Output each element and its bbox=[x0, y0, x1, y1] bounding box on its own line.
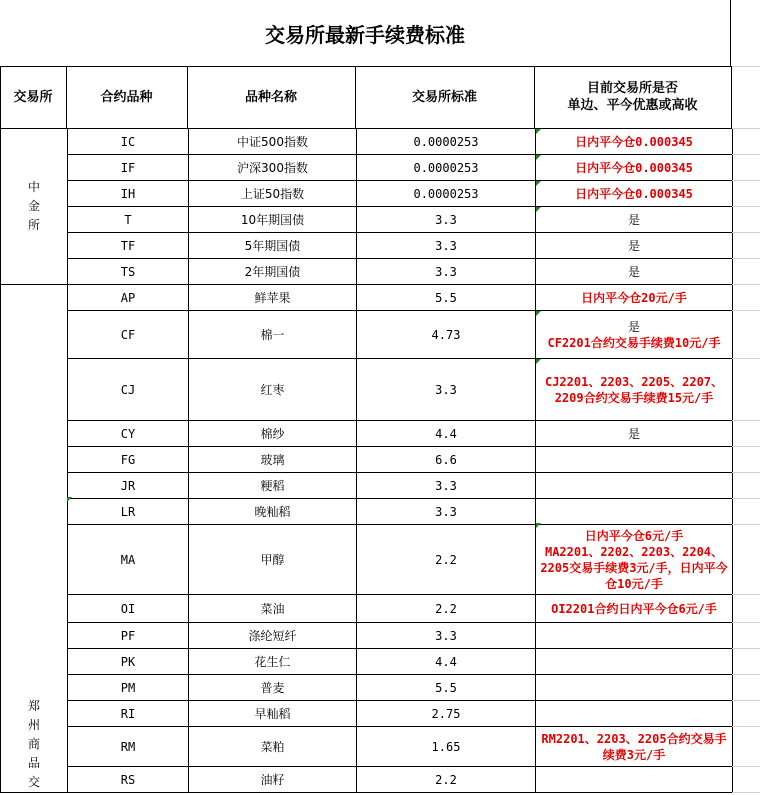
exchange-fee: 2.2 bbox=[357, 767, 536, 793]
discount-note bbox=[536, 701, 733, 727]
table-row bbox=[1, 727, 733, 767]
group-czce: 郑州商品交 bbox=[1, 285, 68, 793]
contract-code: PF bbox=[68, 623, 189, 649]
discount-note: OI2201合约日内平今仓6元/手 bbox=[536, 595, 733, 623]
contract-code: JR bbox=[68, 473, 189, 499]
exchange-fee: 4.73 bbox=[357, 311, 536, 359]
comment-marker-icon bbox=[536, 207, 541, 212]
discount-note-detail: CF2201合约交易手续费10元/手 bbox=[547, 335, 721, 350]
contract-name: 红枣 bbox=[189, 359, 357, 421]
contract-code: CY bbox=[68, 421, 189, 447]
contract-code: OI bbox=[68, 595, 189, 623]
discount-note bbox=[536, 767, 733, 793]
table-row bbox=[1, 623, 733, 649]
discount-note bbox=[536, 473, 733, 499]
contract-code: MA bbox=[68, 525, 189, 595]
discount-note: RM2201、2203、2205合约交易手续费3元/手 bbox=[536, 727, 733, 767]
table-row bbox=[1, 181, 733, 207]
contract-code: TF bbox=[68, 233, 189, 259]
exchange-fee: 0.0000253 bbox=[357, 181, 536, 207]
exchange-fee: 3.3 bbox=[357, 473, 536, 499]
discount-note: 日内平今仓0.000345 bbox=[536, 129, 733, 155]
exchange-fee: 5.5 bbox=[357, 675, 536, 701]
table-row bbox=[1, 525, 733, 595]
table-row bbox=[1, 285, 733, 311]
exchange-fee: 4.4 bbox=[357, 649, 536, 675]
contract-code: PK bbox=[68, 649, 189, 675]
exchange-fee: 4.4 bbox=[357, 421, 536, 447]
discount-note bbox=[536, 499, 733, 525]
discount-note bbox=[536, 311, 733, 359]
discount-note bbox=[536, 525, 733, 595]
table-row bbox=[1, 421, 733, 447]
contract-code: IF bbox=[68, 155, 189, 181]
contract-name: 菜油 bbox=[189, 595, 357, 623]
contract-code: RI bbox=[68, 701, 189, 727]
contract-code: AP bbox=[68, 285, 189, 311]
header-standard: 交易所标准 bbox=[411, 89, 477, 105]
contract-name: 10年期国债 bbox=[189, 207, 357, 233]
group-cffex: 中金所 bbox=[1, 129, 68, 285]
contract-name: 花生仁 bbox=[189, 649, 357, 675]
table-row bbox=[1, 649, 733, 675]
exchange-fee: 3.3 bbox=[357, 259, 536, 285]
page-title: 交易所最新手续费标准 bbox=[0, 0, 731, 66]
contract-code: CJ bbox=[68, 359, 189, 421]
table-row bbox=[1, 499, 733, 525]
table-row bbox=[1, 767, 733, 793]
contract-name: 棉一 bbox=[189, 311, 357, 359]
contract-name: 沪深300指数 bbox=[189, 155, 357, 181]
discount-note: 日内平今仓20元/手 bbox=[536, 285, 733, 311]
discount-note: 日内平今仓0.000345 bbox=[536, 155, 733, 181]
contract-code: RS bbox=[68, 767, 189, 793]
header-contract: 合约品种 bbox=[100, 89, 153, 105]
contract-code: T bbox=[68, 207, 189, 233]
comment-marker-icon bbox=[536, 311, 541, 316]
comment-marker-icon bbox=[536, 523, 541, 528]
contract-name: 晚籼稻 bbox=[189, 499, 357, 525]
discount-note bbox=[536, 649, 733, 675]
exchange-fee: 3.3 bbox=[357, 359, 536, 421]
discount-note-intraday: 日内平今仓6元/手 bbox=[584, 528, 684, 543]
exchange-fee: 1.65 bbox=[357, 727, 536, 767]
header-discount bbox=[534, 66, 731, 128]
contract-name: 早籼稻 bbox=[189, 701, 357, 727]
comment-marker-icon bbox=[536, 181, 541, 186]
contract-name: 菜粕 bbox=[189, 727, 357, 767]
exchange-fee: 3.3 bbox=[357, 207, 536, 233]
exchange-fee: 5.5 bbox=[357, 285, 536, 311]
header-discount-line2: 单边、平今优惠或高收 bbox=[567, 98, 698, 113]
discount-note-yes: 是 bbox=[627, 319, 640, 334]
comment-marker-icon bbox=[536, 359, 541, 364]
contract-code: FG bbox=[68, 447, 189, 473]
contract-code: RM bbox=[68, 727, 189, 767]
contract-name: 中证500指数 bbox=[189, 129, 357, 155]
contract-name: 粳稻 bbox=[189, 473, 357, 499]
discount-note: 是 bbox=[536, 259, 733, 285]
contract-name: 5年期国债 bbox=[189, 233, 357, 259]
contract-name: 油籽 bbox=[189, 767, 357, 793]
exchange-fee: 2.2 bbox=[357, 595, 536, 623]
comment-marker-icon bbox=[67, 497, 72, 502]
contract-name: 玻璃 bbox=[189, 447, 357, 473]
contract-name: 甲醇 bbox=[189, 525, 357, 595]
contract-code: PM bbox=[68, 675, 189, 701]
table-row bbox=[1, 473, 733, 499]
exchange-fee: 2.75 bbox=[357, 701, 536, 727]
exchange-fee: 6.6 bbox=[357, 447, 536, 473]
contract-code: IH bbox=[68, 181, 189, 207]
table-row bbox=[1, 155, 733, 181]
exchange-fee: 0.0000253 bbox=[357, 155, 536, 181]
discount-note: 是 bbox=[536, 233, 733, 259]
discount-note bbox=[536, 447, 733, 473]
contract-name: 普麦 bbox=[189, 675, 357, 701]
contract-name: 棉纱 bbox=[189, 421, 357, 447]
comment-marker-icon bbox=[536, 129, 541, 134]
header-exchange: 交易所 bbox=[13, 89, 53, 105]
discount-note: 日内平今仓0.000345 bbox=[536, 181, 733, 207]
exchange-fee: 0.0000253 bbox=[357, 129, 536, 155]
header-discount-line1: 目前交易所是否 bbox=[586, 81, 678, 96]
contract-code: TS bbox=[68, 259, 189, 285]
table-row bbox=[1, 675, 733, 701]
contract-name: 上证50指数 bbox=[189, 181, 357, 207]
exchange-fee: 3.3 bbox=[357, 499, 536, 525]
discount-note bbox=[536, 675, 733, 701]
table-row bbox=[1, 701, 733, 727]
table-row bbox=[1, 447, 733, 473]
table-row bbox=[1, 311, 733, 359]
header-name: 品种名称 bbox=[244, 89, 297, 105]
exchange-fee: 2.2 bbox=[357, 525, 536, 595]
discount-note bbox=[536, 623, 733, 649]
comment-marker-icon bbox=[536, 155, 541, 160]
discount-note-detail: MA2201、2202、2203、2204、2205交易手续费3元/手，日内平今仓10元/手 bbox=[540, 544, 728, 591]
table-row bbox=[1, 259, 733, 285]
exchange-fee: 3.3 bbox=[357, 233, 536, 259]
fee-table bbox=[0, 128, 733, 793]
contract-code: CF bbox=[68, 311, 189, 359]
exchange-fee: 3.3 bbox=[357, 623, 536, 649]
discount-note: 是 bbox=[536, 207, 733, 233]
contract-name: 涤纶短纤 bbox=[189, 623, 357, 649]
table-row bbox=[1, 233, 733, 259]
contract-code: LR bbox=[68, 499, 189, 525]
discount-note: CJ2201、2203、2205、2207、2209合约交易手续费15元/手 bbox=[536, 359, 733, 421]
table-row bbox=[1, 207, 733, 233]
contract-name: 鲜苹果 bbox=[189, 285, 357, 311]
contract-name: 2年期国债 bbox=[189, 259, 357, 285]
table-row bbox=[1, 595, 733, 623]
contract-code: IC bbox=[68, 129, 189, 155]
table-row bbox=[1, 129, 733, 155]
discount-note: 是 bbox=[536, 421, 733, 447]
table-row bbox=[1, 359, 733, 421]
